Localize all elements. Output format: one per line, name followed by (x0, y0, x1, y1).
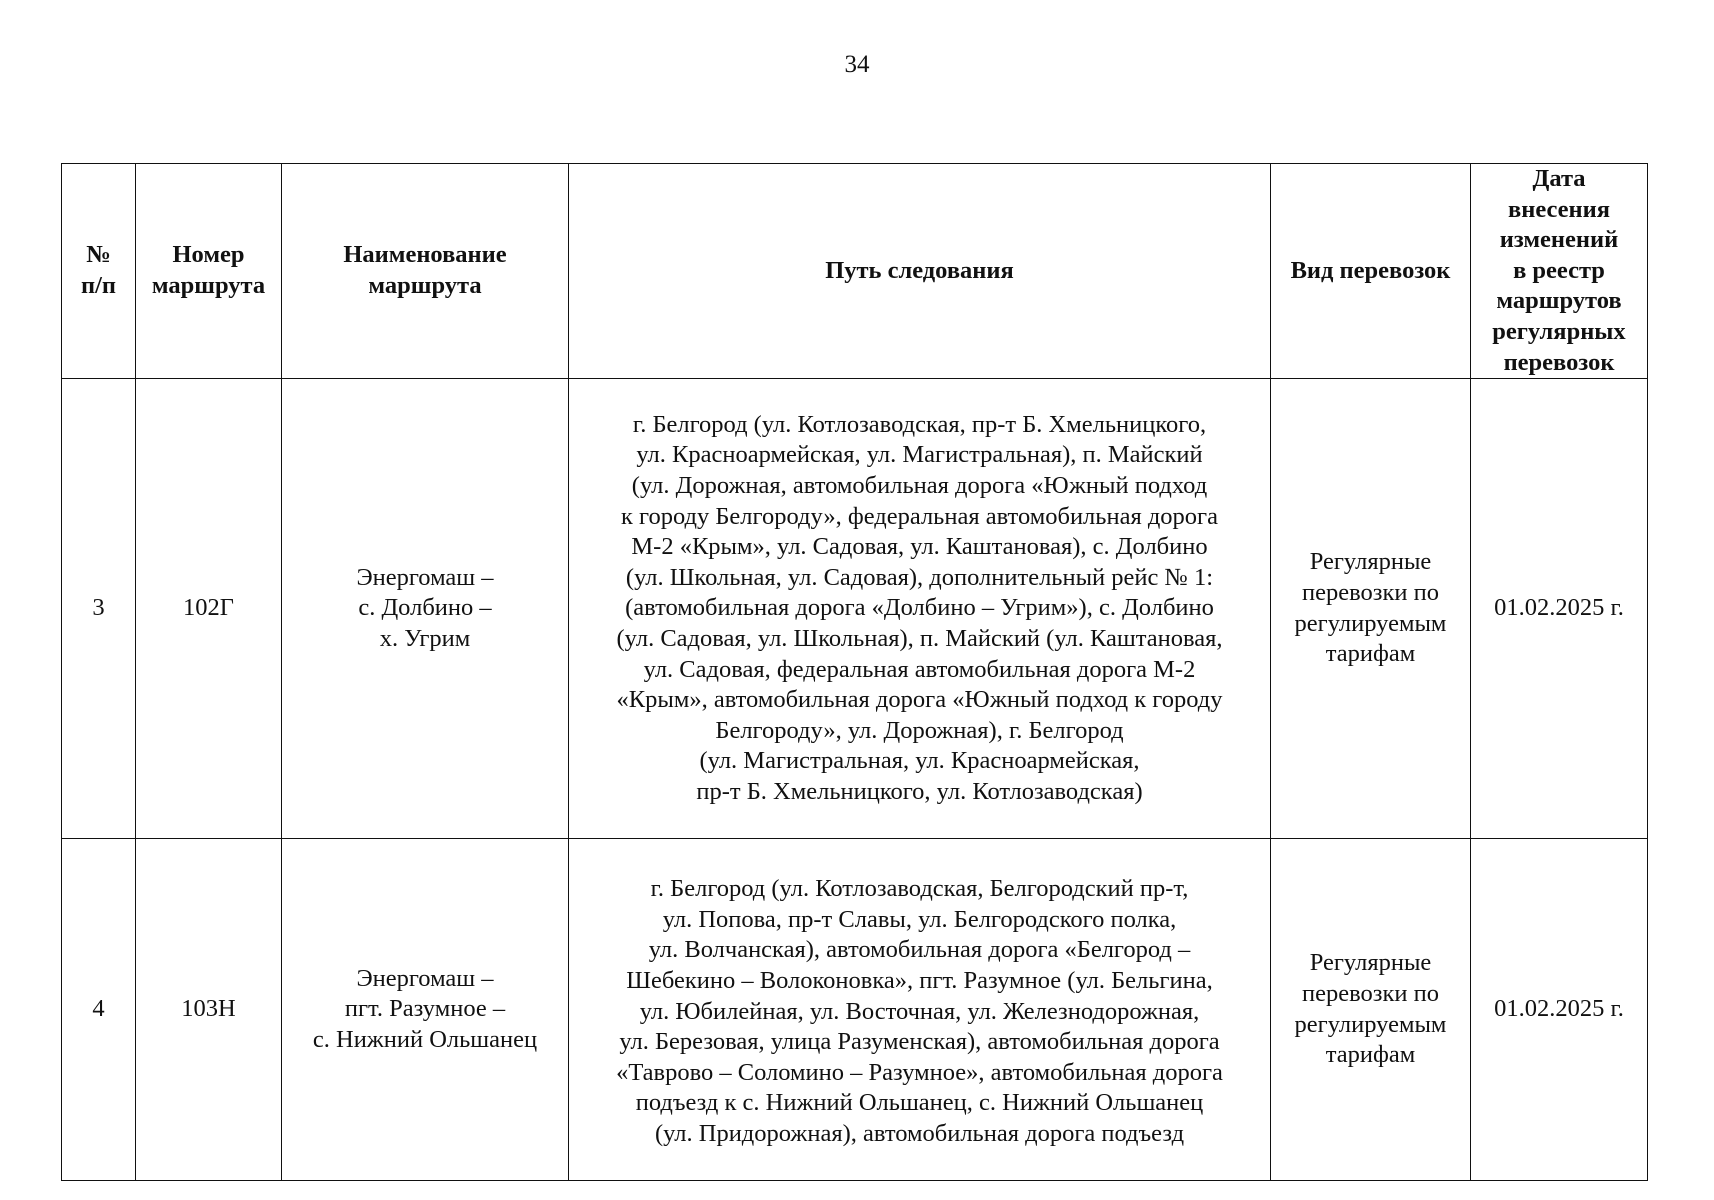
cell-transport-type: Регулярные перевозки по регулируемым тарифам (1271, 379, 1471, 839)
header-route-name: Наименование маршрута (282, 164, 569, 379)
cell-route-name: Энергомаш – с. Долбино – х. Угрим (282, 379, 569, 839)
page-number: 34 (844, 51, 870, 78)
cell-num: 3 (62, 379, 136, 839)
cell-change-date: 01.02.2025 г. (1471, 839, 1648, 1181)
cell-route-number: 103Н (136, 839, 282, 1181)
header-change-date: Дата внесения изменений в реестр маршрутов регулярных перевозок (1471, 164, 1648, 379)
table-header-row (62, 164, 1648, 379)
header-route-number: Номер маршрута (136, 164, 282, 379)
cell-transport-type: Регулярные перевозки по регулируемым тарифам (1271, 839, 1471, 1181)
cell-route-path: г. Белгород (ул. Котлозаводская, пр-т Б. Хмельницкого, ул. Красноармейская, ул. Магистральная), п. Майский (ул. Дорожная, автомобильная дорога «Южный подход к городу Белгороду», федеральная автомобильная дорога М-2 «Крым», ул. Садовая, ул. Каштановая), с. Долбино (ул. Школьная, ул. Садовая), дополнительный рейс № 1: (автомобильная дорога «Долбино – Угрим»), с. Долбино (ул. Садовая, ул. Школьная), п. Майский (ул. Каштановая, ул. Садовая, федеральная автомобильная дорога М-2 «Крым», автомобильная дорога «Южный подход к городу Белгороду», ул. Дорожная), г. Белгород (ул. Магистральная, ул. Красноармейская, пр-т Б. Хмельницкого, ул. Котлозаводская) (569, 379, 1271, 839)
table-row (62, 839, 1648, 1181)
header-num: № п/п (62, 164, 136, 379)
header-route-path: Путь следования (569, 164, 1271, 379)
cell-route-number: 102Г (136, 379, 282, 839)
cell-route-path: г. Белгород (ул. Котлозаводская, Белгородский пр-т, ул. Попова, пр-т Славы, ул. Белгородского полка, ул. Волчанская), автомобильная дорога «Белгород – Шебекино – Волоконовка», пгт. Разумное (ул. Бельгина, ул. Юбилейная, ул. Восточная, ул. Железнодорожная, ул. Березовая, улица Разуменская), автомобильная дорога «Таврово – Соломино – Разумное», автомобильная дорога подъезд к с. Нижний Ольшанец, с. Нижний Ольшанец (ул. Придорожная), автомобильная дорога подъезд (569, 839, 1271, 1181)
cell-route-name: Энергомаш – пгт. Разумное – с. Нижний Ольшанец (282, 839, 569, 1181)
header-transport-type: Вид перевозок (1271, 164, 1471, 379)
routes-table (61, 163, 1648, 1181)
table-row (62, 379, 1648, 839)
cell-change-date: 01.02.2025 г. (1471, 379, 1648, 839)
cell-num: 4 (62, 839, 136, 1181)
